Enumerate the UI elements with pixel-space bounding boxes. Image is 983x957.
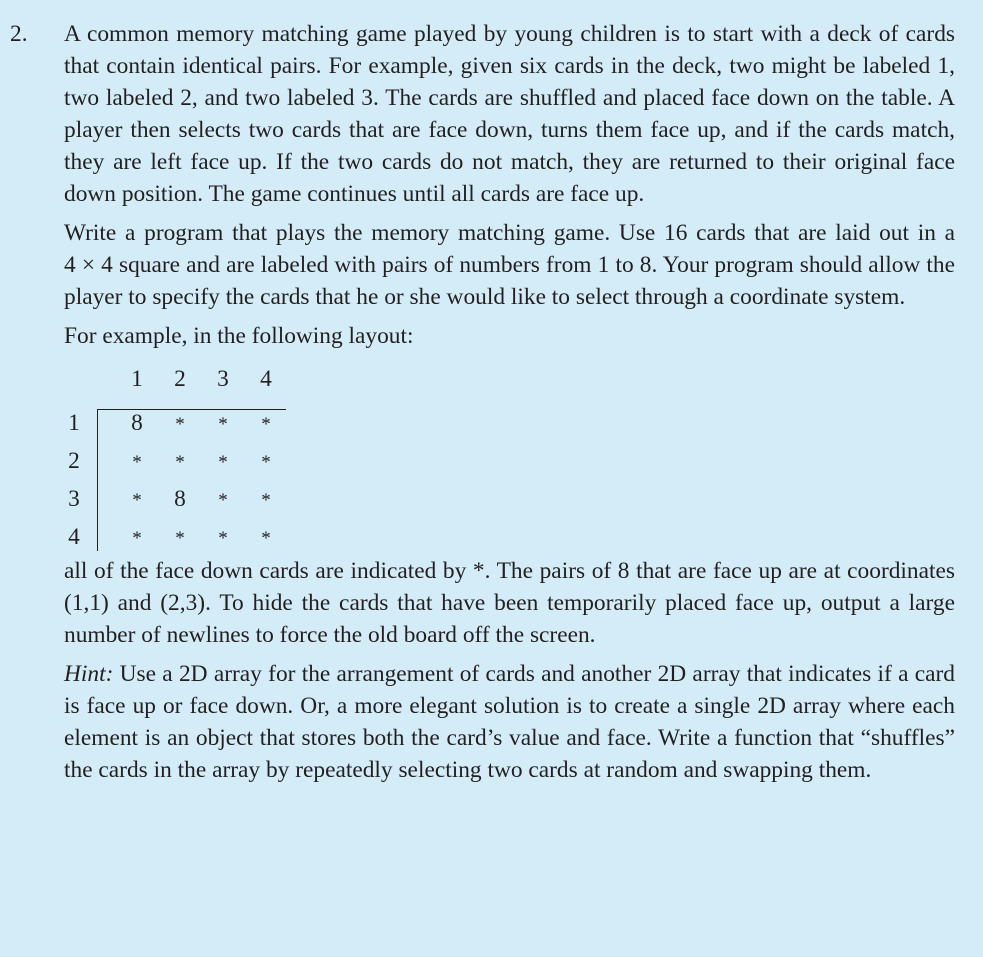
- task-text-end: square and are labeled with pairs of numbers from 1 to 8. Your program should allow the player to specify the cards that he or she would like to select through a coordinate system.: [64, 252, 955, 310]
- card-face-down: *: [132, 490, 142, 511]
- grid-size: 4 × 4: [64, 252, 113, 278]
- explanation-paragraph: all of the face down cards are indicated by *. The pairs of 8 that are face up are at coordinates (1,1) and (2,3). To hide the cards that have been temporarily placed face up, output a large number of newlines to force the old board off the screen.: [64, 558, 955, 648]
- card-board: [10, 359, 955, 555]
- card-face-down: *: [261, 490, 271, 511]
- row-header-4: 4: [68, 524, 80, 550]
- exercise-2: [10, 18, 955, 786]
- card-face-down: *: [261, 414, 271, 435]
- card-face-down: *: [218, 490, 228, 511]
- card-face-down: *: [175, 528, 185, 549]
- column-header-4: 4: [260, 366, 272, 392]
- column-header-3: 3: [217, 366, 229, 392]
- task-paragraph: [64, 217, 955, 313]
- row-header-3: 3: [68, 486, 80, 512]
- example-intro: For example, in the following layout:: [64, 323, 414, 349]
- board-left-rule: [97, 409, 98, 551]
- intro-paragraph: A common memory matching game played by young children is to start with a deck of cards that contain identical pairs. For example, given six cards in the deck, two might be labeled 1, two labeled 2, and two labeled 3. The cards are shuffled and placed face down on the table. A player then selects two cards that are face down, turns them face up, and if the cards match, they are left face up. If the two cards do not match, they are returned to their original face down position. The game continues until all cards are face up.: [64, 21, 955, 207]
- row-header-2: 2: [68, 448, 80, 474]
- card-face-down: *: [261, 452, 271, 473]
- column-header-1: 1: [131, 366, 143, 392]
- card-face-down: *: [218, 452, 228, 473]
- card-face-down: *: [175, 414, 185, 435]
- hint-label: Hint:: [64, 661, 114, 687]
- card-face-up: 8: [131, 410, 143, 436]
- card-face-down: *: [175, 452, 185, 473]
- card-face-down: *: [261, 528, 271, 549]
- card-face-up: 8: [174, 486, 186, 512]
- hint-text: Use a 2D array for the arrangement of cards and another 2D array that indicates if a card is face up or face down. Or, a more elegant solution is to create a single 2D array where each element is an object that stores both the card’s value and face. Write a function that “shuffles” the cards in the array by repeatedly selecting two cards at random and swapping them.: [64, 661, 955, 783]
- row-header-1: 1: [68, 410, 80, 436]
- column-header-2: 2: [174, 366, 186, 392]
- task-text-start: Write a program that plays the memory matching game. Use 16 cards that are laid out in a: [64, 220, 955, 246]
- card-face-down: *: [218, 414, 228, 435]
- card-face-down: *: [132, 452, 142, 473]
- exercise-number: 2.: [10, 21, 28, 47]
- hint-paragraph: [64, 658, 955, 786]
- card-face-down: *: [218, 528, 228, 549]
- card-face-down: *: [132, 528, 142, 549]
